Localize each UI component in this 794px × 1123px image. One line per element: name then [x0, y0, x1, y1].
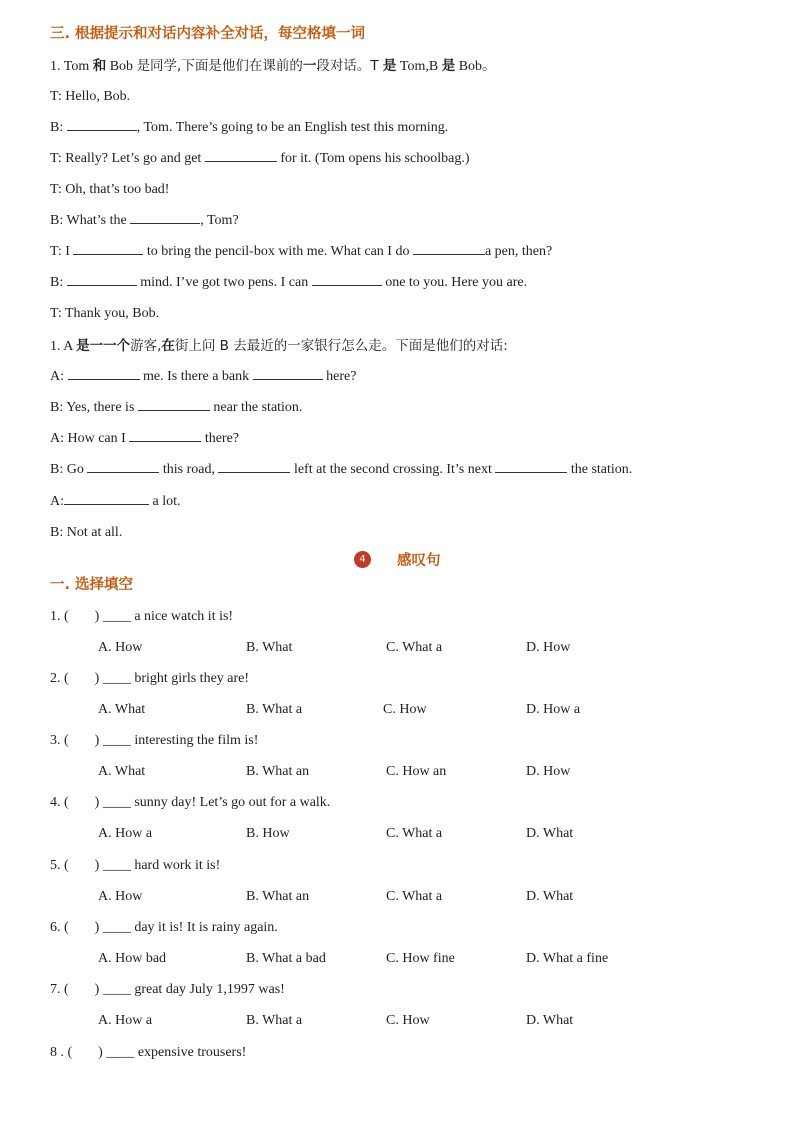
answer-option[interactable]: A. What — [98, 764, 146, 779]
answer-blank[interactable] — [205, 149, 277, 162]
question-stem — [50, 669, 249, 689]
line-text: A: — [50, 369, 68, 384]
intro-word: 是 — [382, 58, 397, 74]
section-number-badge: 4 — [354, 551, 371, 568]
intro-text: 段对话。T — [316, 58, 383, 74]
paren-close: ) — [94, 858, 100, 873]
line-text: a pen, then? — [484, 244, 553, 259]
question-text: ____ interesting the film is! — [99, 733, 259, 748]
answer-option[interactable]: A. How a — [98, 1013, 153, 1028]
answer-option[interactable]: D. How a — [526, 702, 581, 717]
dialogue-line — [50, 429, 239, 449]
question-number: 6. ( — [50, 920, 69, 935]
answer-blank[interactable] — [138, 398, 210, 411]
answer-option[interactable]: B. What an — [246, 764, 310, 779]
intro-word: 是 — [441, 58, 456, 74]
line-text: B: Yes, there is — [50, 400, 138, 415]
dialogue-line — [50, 211, 239, 231]
line-text: A: How can I — [50, 431, 130, 446]
answer-blank[interactable] — [64, 492, 149, 505]
line-text: T: Really? Let’s go and get — [50, 151, 205, 166]
intro-word: Bob — [106, 59, 137, 74]
paren-close: ) — [94, 982, 100, 997]
line-text: there? — [201, 431, 240, 446]
answer-option[interactable]: C. What a — [386, 826, 443, 841]
dialogue2-intro — [50, 336, 508, 357]
question-number: 4. ( — [50, 795, 69, 810]
section3-heading: 三. 根据提示和对话内容补全对话，每空格填一词 — [50, 26, 366, 42]
line-text: near the station. — [209, 400, 303, 415]
question-stem — [50, 918, 278, 938]
answer-option[interactable]: C. How an — [386, 764, 447, 779]
answer-option[interactable]: B. What a — [246, 1013, 303, 1028]
question-text: ____ a nice watch it is! — [99, 609, 234, 624]
answer-blank[interactable] — [67, 118, 137, 131]
line-text: B: What’s the — [50, 213, 131, 228]
intro-word: Bob。 — [455, 59, 497, 74]
answer-blank[interactable] — [130, 211, 200, 224]
answer-option[interactable]: D. What — [526, 889, 574, 904]
dialogue-line: T: Oh, that’s too bad! — [50, 182, 170, 197]
question-number: 5. ( — [50, 858, 69, 873]
question-stem — [50, 856, 220, 876]
line-text: , Tom. There’s going to be an English test this morning. — [136, 120, 449, 135]
question-text: ____ sunny day! Let’s go out for a walk. — [99, 795, 331, 810]
answer-blank[interactable] — [495, 460, 567, 473]
answer-option[interactable]: D. How — [526, 640, 571, 655]
answer-option[interactable]: D. What a fine — [526, 951, 609, 966]
answer-option[interactable]: D. What — [526, 826, 574, 841]
dialogue-line — [50, 118, 448, 138]
line-text: to bring the pencil-box with me. What can I do — [143, 244, 413, 259]
question-text: ____ day it is! It is rainy again. — [99, 920, 278, 935]
answer-blank[interactable] — [87, 460, 159, 473]
line-text: this road, — [159, 462, 219, 477]
line-text: , Tom? — [200, 213, 239, 228]
question-number: 3. ( — [50, 733, 69, 748]
question-stem — [50, 793, 330, 813]
answer-option[interactable]: D. What — [526, 1013, 574, 1028]
question-number: 1. ( — [50, 609, 69, 624]
question-stem — [50, 1043, 246, 1063]
question-number: 2. ( — [50, 671, 69, 686]
answer-option[interactable]: A. How — [98, 640, 143, 655]
answer-option[interactable]: A. How bad — [98, 951, 167, 966]
answer-blank[interactable] — [312, 273, 382, 286]
dialogue-line: B: Not at all. — [50, 525, 123, 540]
question-number: 8 . ( — [50, 1045, 73, 1060]
intro-word: 在 — [161, 338, 175, 354]
line-text: left at the second crossing. It’s next — [290, 462, 496, 477]
answer-option[interactable]: C. How — [386, 1013, 430, 1028]
intro-word: 是一一个 — [76, 338, 131, 354]
answer-option[interactable]: C. How — [383, 702, 427, 717]
question-text: ____ great day July 1,1997 was! — [99, 982, 285, 997]
paren-close: ) — [94, 671, 100, 686]
line-text: A: — [50, 494, 64, 509]
intro-num: 1. Tom — [50, 59, 93, 74]
answer-option[interactable]: C. What a — [386, 889, 443, 904]
dialogue-line — [50, 398, 302, 418]
answer-blank[interactable] — [413, 242, 485, 255]
paren-close: ) — [98, 1045, 103, 1060]
dialogue-line: T: Hello, Bob. — [50, 89, 131, 104]
line-text: B: Go — [50, 462, 88, 477]
line-text: one to you. Here you are. — [381, 275, 528, 290]
intro-num: 1. A — [50, 339, 77, 354]
question-stem — [50, 731, 258, 751]
answer-option[interactable]: B. What — [246, 640, 293, 655]
answer-blank[interactable] — [67, 273, 137, 286]
dialogue-line — [50, 242, 552, 262]
paren-close: ) — [94, 609, 100, 624]
question-text: ____ expensive trousers! — [102, 1045, 247, 1060]
intro-text: 是同学,下面是他们在课前的 — [136, 58, 303, 74]
dialogue-line — [50, 460, 632, 480]
answer-blank[interactable] — [253, 367, 323, 380]
dialogue-line — [50, 367, 356, 387]
question-stem — [50, 980, 285, 1000]
intro-text: 游客, — [130, 338, 162, 354]
question-text: ____ hard work it is! — [99, 858, 221, 873]
answer-option[interactable]: B. How — [246, 826, 290, 841]
dialogue-line — [50, 492, 181, 512]
dialogue1-intro — [50, 56, 496, 77]
intro-word: Tom,B — [396, 59, 442, 74]
answer-blank[interactable] — [129, 429, 201, 442]
question-number: 7. ( — [50, 982, 69, 997]
intro-text: 街上问 B 去最近的一家银行怎么走。下面是他们的对话: — [174, 338, 508, 354]
paren-close: ) — [94, 733, 100, 748]
answer-blank[interactable] — [68, 367, 140, 380]
line-text: T: I — [50, 244, 74, 259]
line-text: for it. (Tom opens his schoolbag.) — [276, 151, 470, 166]
intro-word: 一 — [302, 58, 317, 74]
dialogue-line — [50, 149, 470, 169]
line-text: here? — [322, 369, 357, 384]
line-text: a lot. — [149, 494, 181, 509]
line-text: me. Is there a bank — [139, 369, 253, 384]
section4-title-row — [354, 549, 441, 570]
answer-option[interactable]: B. What a bad — [246, 951, 326, 966]
section4-title: 感叹句 — [397, 553, 441, 569]
question-stem — [50, 607, 233, 627]
line-text: B: — [50, 275, 67, 290]
answer-option[interactable]: C. How fine — [386, 951, 455, 966]
question-text: ____ bright girls they are! — [99, 671, 250, 686]
answer-option[interactable]: A. How a — [98, 826, 153, 841]
answer-option[interactable]: C. What a — [386, 640, 443, 655]
paren-close: ) — [94, 795, 100, 810]
speaker: B: — [50, 120, 67, 135]
paren-close: ) — [94, 920, 100, 935]
answer-option[interactable]: B. What a — [246, 702, 303, 717]
answer-option[interactable]: D. How — [526, 764, 571, 779]
dialogue-line — [50, 273, 527, 293]
answer-blank[interactable] — [218, 460, 290, 473]
dialogue-line: T: Thank you, Bob. — [50, 306, 160, 321]
intro-word: 和 — [92, 58, 107, 74]
answer-option[interactable]: B. What an — [246, 889, 310, 904]
line-text: mind. I’ve got two pens. I can — [136, 275, 312, 290]
line-text: the station. — [567, 462, 633, 477]
answer-blank[interactable] — [73, 242, 143, 255]
answer-option[interactable]: A. How — [98, 889, 143, 904]
answer-option[interactable]: A. What — [98, 702, 146, 717]
section4-heading: 一. 选择填空 — [50, 577, 134, 593]
